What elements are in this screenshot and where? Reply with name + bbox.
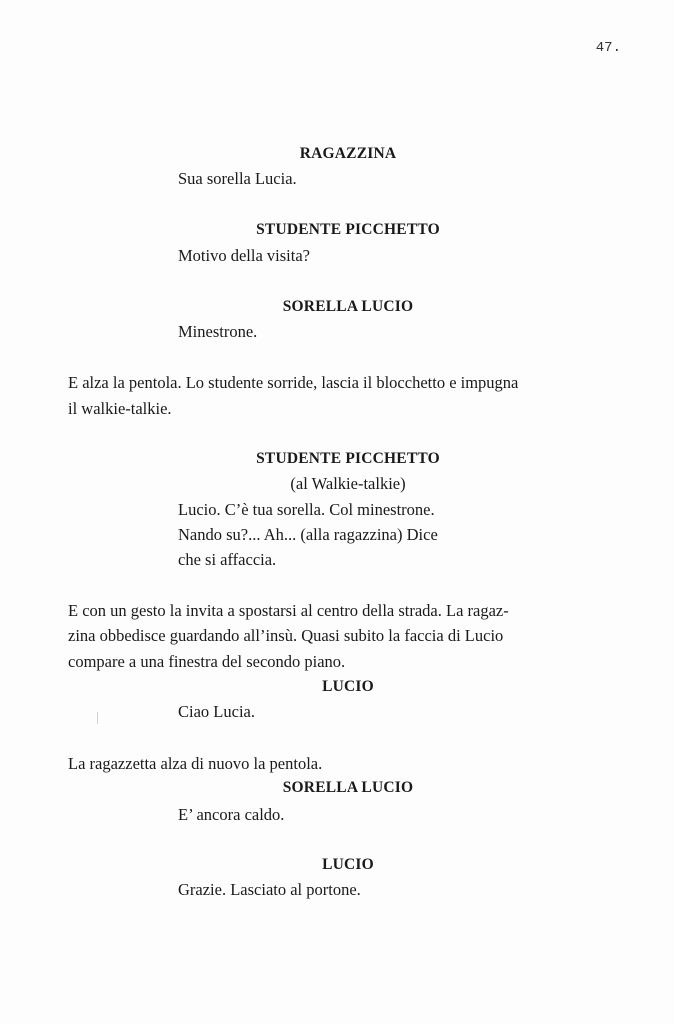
character-name-studente-picchetto: STUDENTE PICCHETTO (256, 221, 440, 238)
dialogue-lucio: Ciao Lucia. (178, 702, 255, 721)
paper-mark (97, 712, 98, 724)
character-name-sorella-lucio: SORELLA LUCIO (282, 779, 414, 796)
action-line: zina obbedisce guardando all’insù. Quasi subito la faccia di Lucio (68, 626, 504, 645)
action-line: compare a una finestra del secondo piano. (68, 652, 346, 671)
dialogue-sorella-lucio: Minestrone. (178, 322, 258, 341)
character-name-lucio: LUCIO (322, 856, 374, 873)
dialogue-lucio: Grazie. Lasciato al portone. (178, 880, 361, 899)
dialogue-ragazzina: Sua sorella Lucia. (178, 169, 297, 188)
character-name-lucio: LUCIO (322, 678, 374, 695)
page-number: 47. (595, 40, 621, 56)
action-line: il walkie-talkie. (68, 399, 172, 418)
dialogue-line: Nando su?... Ah... (alla ragazzina) Dice (178, 525, 438, 544)
action-line: E con un gesto la invita a spostarsi al centro della strada. La ragaz- (68, 601, 509, 620)
character-name-ragazzina: RAGAZZINA (299, 145, 397, 162)
parenthetical: (al Walkie-talkie) (290, 474, 406, 493)
action-line: E alza la pentola. Lo studente sorride, lascia il blocchetto e impugna (68, 373, 519, 392)
dialogue-line: che si affaccia. (178, 550, 277, 569)
dialogue-sorella-lucio: E’ ancora caldo. (178, 805, 285, 824)
dialogue-line: Lucio. C’è tua sorella. Col minestrone. (178, 500, 435, 519)
action-line: La ragazzetta alza di nuovo la pentola. (68, 754, 323, 773)
character-name-studente-picchetto: STUDENTE PICCHETTO (256, 450, 440, 467)
character-name-sorella-lucio: SORELLA LUCIO (282, 298, 414, 315)
dialogue-studente-picchetto: Motivo della visita? (178, 246, 310, 265)
